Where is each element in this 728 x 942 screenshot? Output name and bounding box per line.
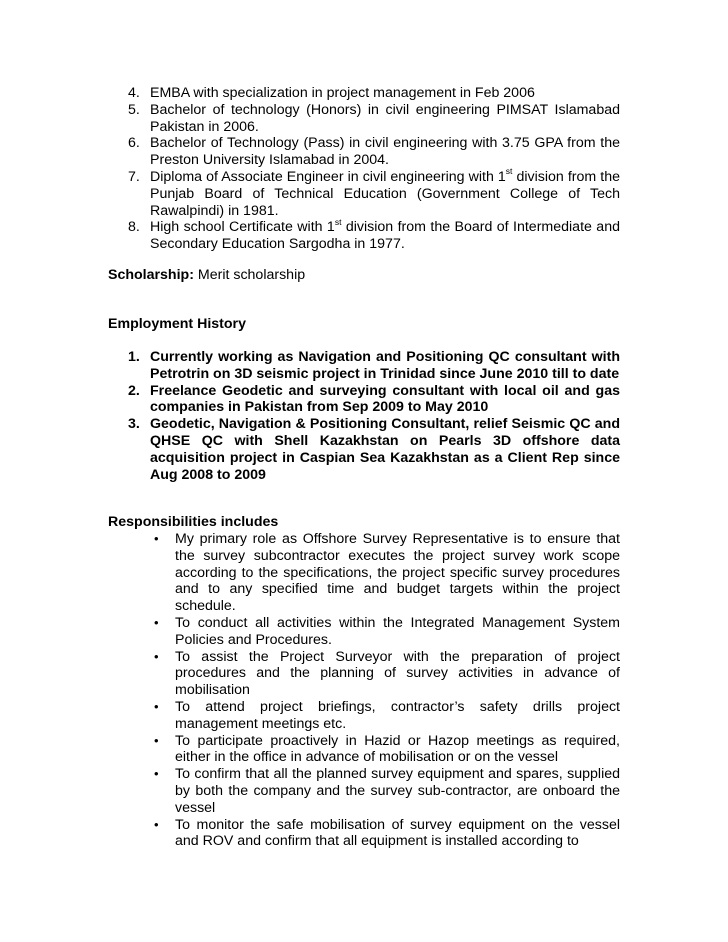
employment-item-text: Geodetic, Navigation & Positioning Consultant, relief Seismic QC and QHSE QC with Shell Kazakhstan on Pearls 3D offshore data acquisition project in Caspian Sea Kazakhstan as a Client Rep since Aug 2008 to 2009 — [150, 416, 620, 483]
employment-heading: Employment History — [108, 316, 246, 332]
education-item-text: EMBA with specialization in project management in Feb 2006 — [150, 85, 535, 101]
responsibility-text: To attend project briefings, contractor’s safety drills project management meetings etc. — [175, 698, 620, 732]
bullet-icon: • — [154, 766, 159, 782]
responsibility-item — [148, 615, 620, 649]
bullet-icon: • — [154, 732, 159, 748]
responsibility-item — [148, 531, 620, 615]
education-item-text-end: division from the Punjab Board of Technical Education (Government College of Tech Rawalpindi) in 1981. — [150, 168, 620, 219]
employment-list — [124, 349, 620, 483]
list-number: 5. — [128, 101, 140, 118]
bullet-icon: • — [154, 648, 159, 664]
education-item — [124, 166, 620, 219]
responsibility-item — [148, 699, 620, 733]
responsibilities-list — [148, 531, 620, 850]
bullet-icon: • — [154, 614, 159, 630]
education-item-text-end: division from the Board of Intermediate and Secondary Education Sargodha in 1977. — [150, 219, 620, 253]
list-number: 7. — [128, 168, 140, 185]
education-item — [124, 135, 620, 169]
list-number: 1. — [128, 349, 140, 365]
list-number: 8. — [128, 219, 140, 236]
education-item-text-start: Diploma of Associate Engineer in civil engineering with 1 — [150, 168, 506, 185]
responsibility-text: To conduct all activities within the Integrated Management System Policies and Procedures. — [175, 614, 620, 648]
responsibilities-heading: Responsibilities includes — [108, 514, 279, 530]
responsibility-text: To assist the Project Surveyor with the preparation of project procedures and the planning of survey activities in advance of mobilisation — [175, 648, 620, 699]
responsibility-item — [148, 733, 620, 767]
education-list — [124, 85, 620, 253]
responsibility-text: To participate proactively in Hazid or Hazop meetings as required, either in the office in advance of mobilisation or on the vessel — [175, 732, 620, 766]
responsibility-text: To confirm that all the planned survey equipment and spares, supplied by both the company and the survey sub-contractor, are onboard the vessel — [175, 766, 620, 816]
education-item-text-start: High school Certificate with 1 — [150, 219, 335, 236]
list-number: 6. — [128, 135, 140, 152]
scholarship-label: Scholarship: — [108, 267, 194, 283]
responsibility-item — [148, 766, 620, 816]
responsibility-text: My primary role as Offshore Survey Representative is to ensure that the survey subcontractor executes the project survey work scope according to the specifications, the project specific survey procedures and to any specified time and budget targets within the project schedule. — [175, 531, 620, 615]
employment-item — [124, 416, 620, 483]
scholarship-value: Merit scholarship — [193, 267, 306, 283]
employment-item-text: Freelance Geodetic and surveying consultant with local oil and gas companies in Pakistan from Sep 2009 to May 2010 — [150, 382, 620, 416]
responsibility-text: To monitor the safe mobilisation of survey equipment on the vessel and ROV and confirm that all equipment is installed according to — [175, 816, 620, 850]
ordinal-suffix: st — [334, 216, 342, 227]
list-number: 3. — [128, 416, 140, 433]
employment-item — [124, 383, 620, 417]
education-item — [124, 102, 620, 136]
list-number: 2. — [128, 382, 140, 399]
education-item — [124, 216, 620, 253]
education-item-text: Bachelor of Technology (Pass) in civil engineering with 3.75 GPA from the Preston University Islamabad in 2004. — [150, 135, 620, 169]
education-item-text: Bachelor of technology (Honors) in civil engineering PIMSAT Islamabad Pakistan in 2006. — [150, 101, 620, 135]
employment-item-text: Currently working as Navigation and Positioning QC consultant with Petrotrin on 3D seismic project in Trinidad since June 2010 till to date — [150, 349, 620, 382]
ordinal-suffix: st — [505, 166, 513, 177]
employment-item — [124, 349, 620, 383]
scholarship-line — [108, 267, 305, 284]
list-number: 4. — [128, 85, 140, 101]
responsibility-item — [148, 817, 620, 851]
bullet-icon: • — [154, 698, 159, 714]
bullet-icon: • — [154, 531, 159, 546]
responsibility-item — [148, 649, 620, 699]
bullet-icon: • — [154, 816, 159, 832]
education-item — [124, 85, 620, 102]
